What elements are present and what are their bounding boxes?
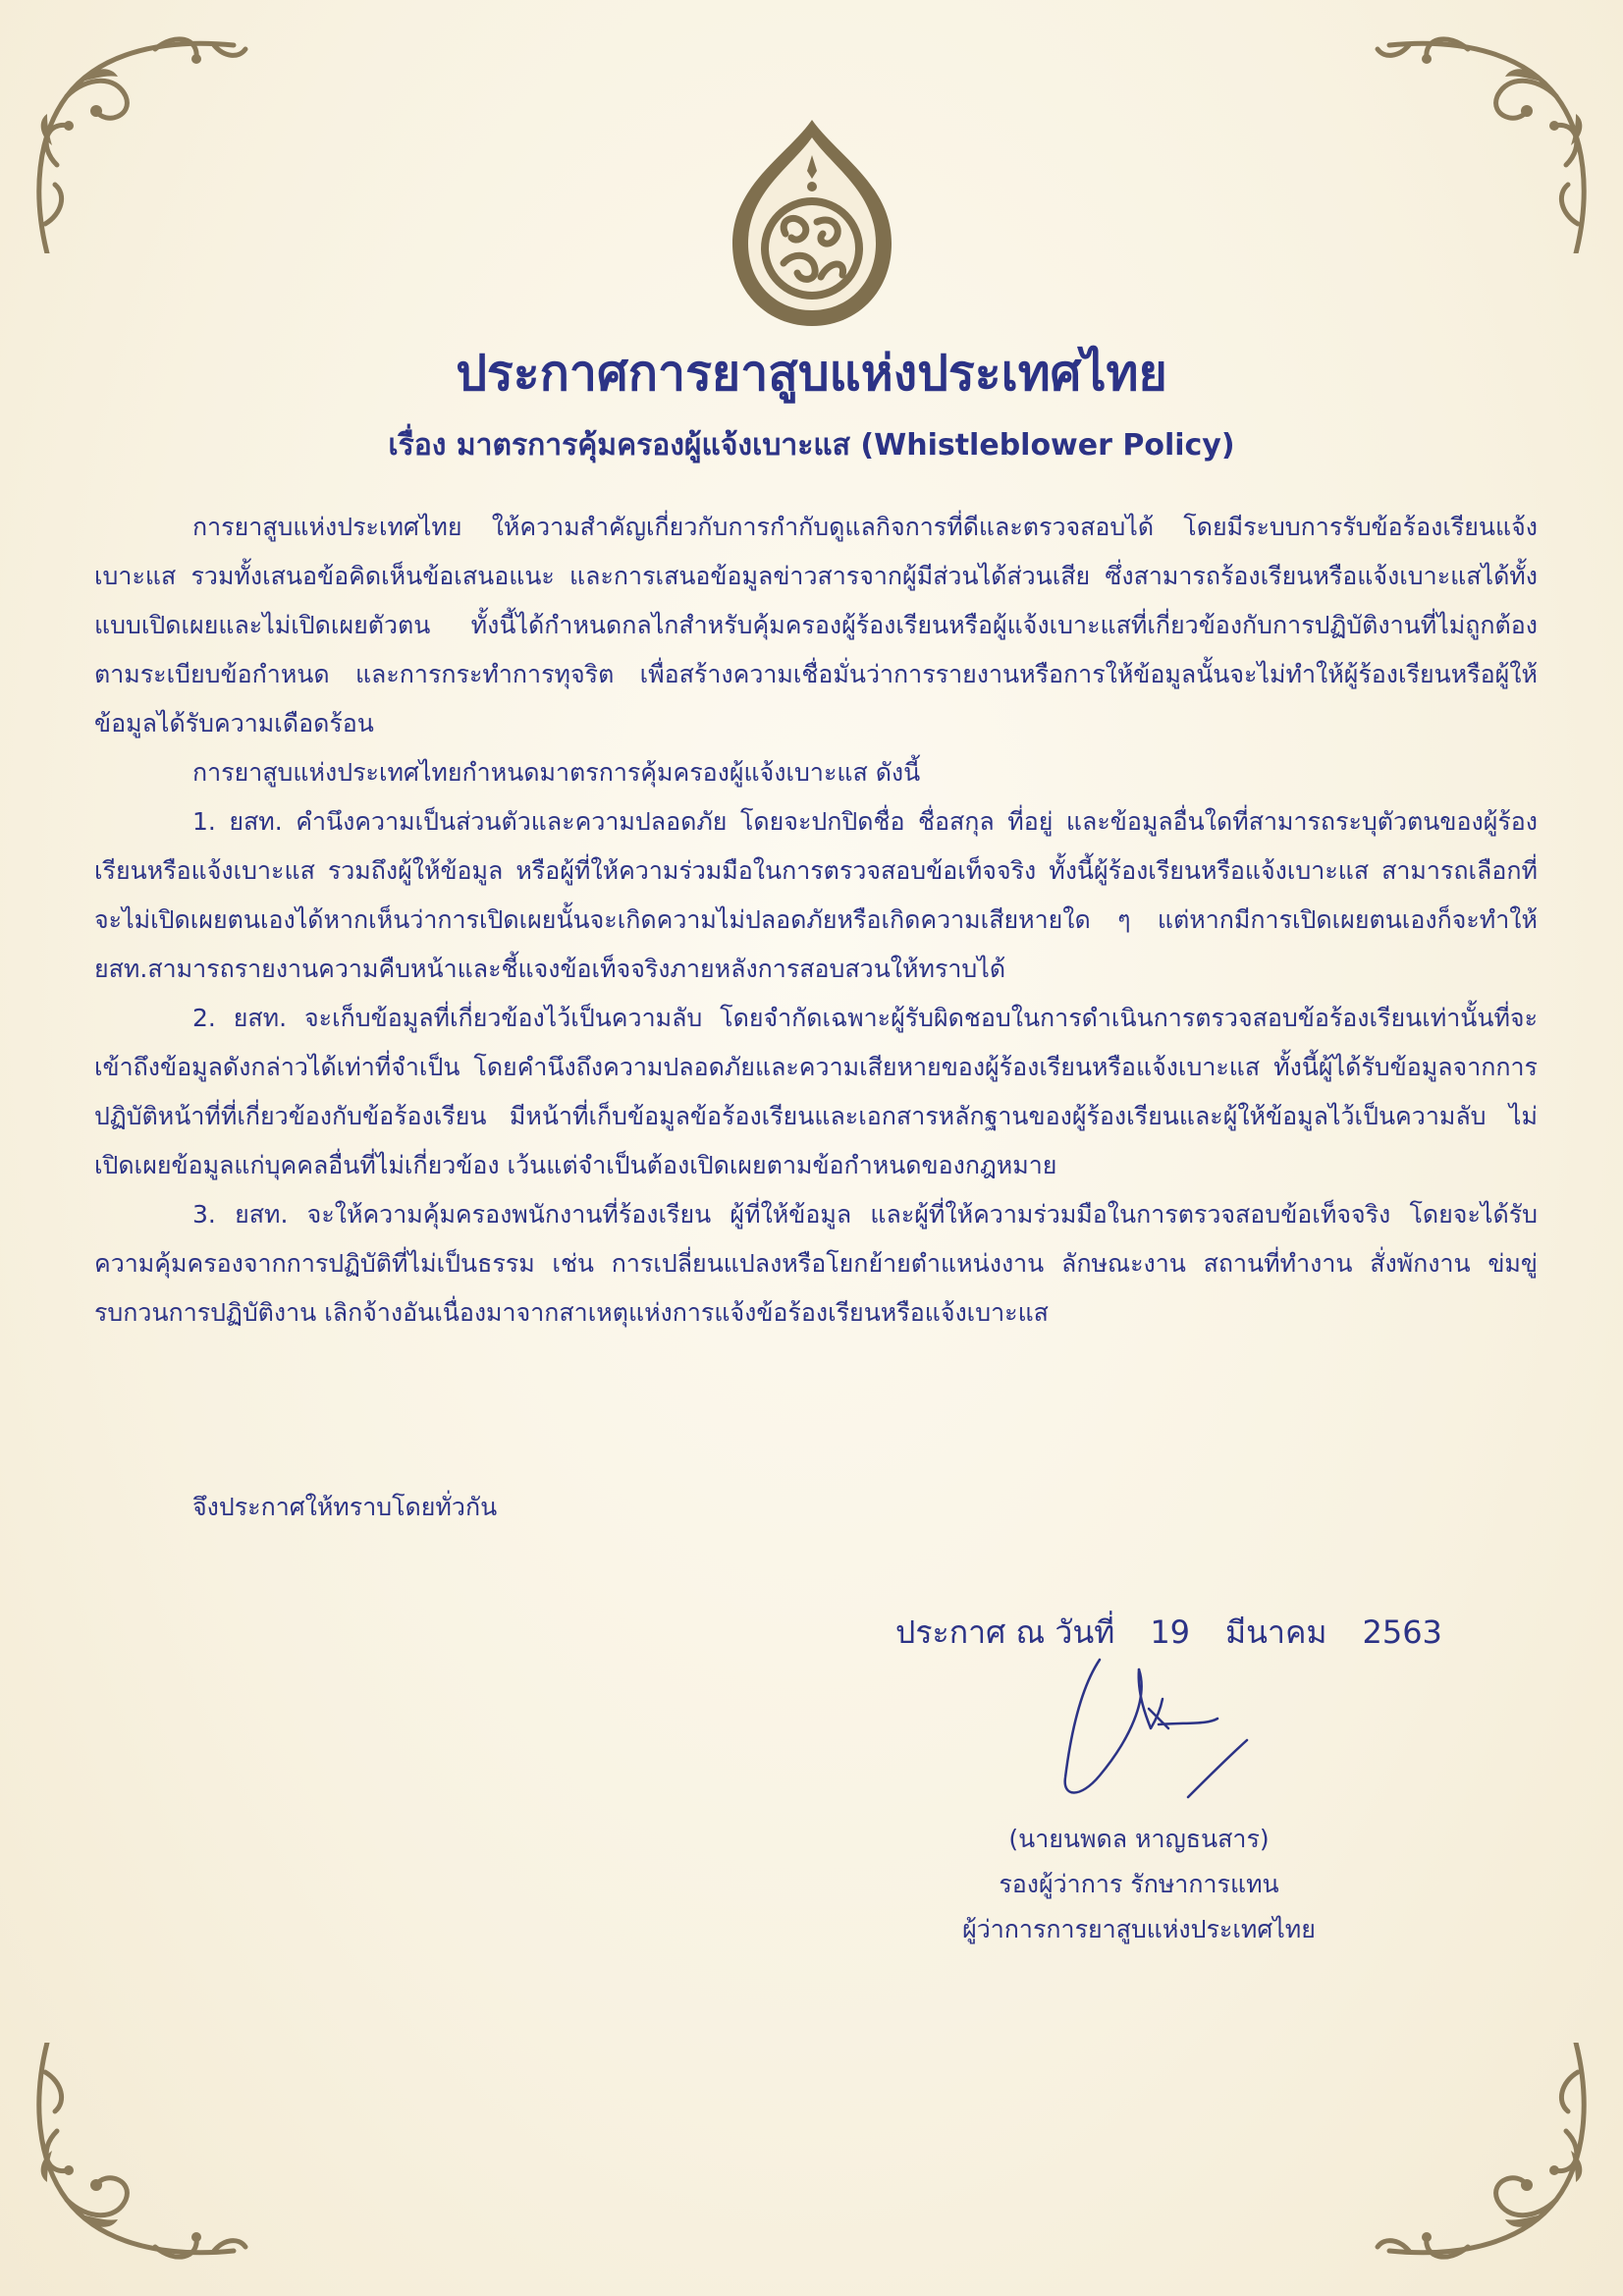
- corner-ornament-bottom-right: [1370, 2043, 1596, 2269]
- measures-heading-paragraph: การยาสูบแห่งประเทศไทยกำหนดมาตรการคุ้มครองผู้แจ้งเบาะแส ดังนี้: [192, 758, 921, 787]
- announcement-date: [895, 1609, 1442, 1656]
- signer-block: [923, 1817, 1355, 1952]
- announcement-body: [94, 503, 1538, 1338]
- signer-organization: ผู้ว่าการการยาสูบแห่งประเทศไทย: [962, 1915, 1316, 1943]
- corner-ornament-top-right: [1370, 27, 1596, 253]
- measure-item-1: 1. ยสท. คำนึงความเป็นส่วนตัวและความปลอดภัย โดยจะปกปิดชื่อ ชื่อสกุล ที่อยู่ และข้อมูลอื่นใดที่สามารถระบุตัวตนของผู้ร้องเรียนหรือแจ้งเบาะแส รวมถึงผู้ให้ข้อมูล หรือผู้ที่ให้ความร่วมมือในการตรวจสอบข้อเท็จจริง ทั้งนี้ผู้ร้องเรียนหรือแจ้งเบาะแส สามารถเลือกที่จะไม่เปิดเผยตนเองได้หากเห็นว่าการเปิดเผยนั้นจะเกิดความไม่ปลอดภัยหรือเกิดความเสียหายใด ๆ แต่หากมีการเปิดเผยตนเองก็จะทำให้ ยสท.สามารถรายงานความคืบหน้าและชี้แจงข้อเท็จจริงภายหลังการสอบสวนให้ทราบได้: [94, 807, 1538, 983]
- measure-item-3: 3. ยสท. จะให้ความคุ้มครองพนักงานที่ร้องเรียน ผู้ที่ให้ข้อมูล และผู้ที่ให้ความร่วมมือในการตรวจสอบข้อเท็จจริง โดยจะได้รับความคุ้มครองจากการปฏิบัติที่ไม่เป็นธรรม เช่น การเปลี่ยนแปลงหรือโยกย้ายตำแหน่งงาน ลักษณะงาน สถานที่ทำงาน สั่งพักงาน ข่มขู่ รบกวนการปฏิบัติงาน เลิกจ้างอันเนื่องมาจากสาเหตุแห่งการแจ้งข้อร้องเรียนหรือแจ้งเบาะแส: [94, 1200, 1539, 1327]
- page-title: ประกาศการยาสูบแห่งประเทศไทย: [456, 345, 1167, 402]
- closing-statement: จึงประกาศให้ทราบโดยทั่วกัน: [192, 1493, 498, 1521]
- signer-name: (นายนพดล หาญธนสาร): [1008, 1825, 1270, 1853]
- measure-item-2: 2. ยสท. จะเก็บข้อมูลที่เกี่ยวข้องไว้เป็นความลับ โดยจำกัดเฉพาะผู้รับผิดชอบในการดำเนินการตรวจสอบข้อร้องเรียนเท่านั้นที่จะเข้าถึงข้อมูลดังกล่าวได้เท่าที่จำเป็น โดยคำนึงถึงความปลอดภัยและความเสียหายของผู้ร้องเรียนหรือแจ้งเบาะแส ทั้งนี้ผู้ได้รับข้อมูลจากการปฏิบัติหน้าที่ที่เกี่ยวข้องกับข้อร้องเรียน มีหน้าที่เก็บข้อมูลข้อร้องเรียนและเอกสารหลักฐานของผู้ร้องเรียนและผู้ให้ข้อมูลไว้เป็นความลับ ไม่เปิดเผยข้อมูลแก่บุคคลอื่นที่ไม่เกี่ยวข้อง เว้นแต่จำเป็นต้องเปิดเผยตามข้อกำหนดของกฎหมาย: [94, 1004, 1538, 1179]
- signer-position: รองผู้ว่าการ รักษาการแทน: [999, 1870, 1279, 1898]
- corner-ornament-bottom-left: [27, 2043, 253, 2269]
- intro-paragraph: การยาสูบแห่งประเทศไทย ให้ความสำคัญเกี่ยวกับการกำกับดูแลกิจการที่ดีและตรวจสอบได้ โดยมีระบบการรับข้อร้องเรียนแจ้งเบาะแส รวมทั้งเสนอข้อคิดเห็นข้อเสนอแนะ และการเสนอข้อมูลข่าวสารจากผู้มีส่วนได้ส่วนเสีย ซึ่งสามารถร้องเรียนหรือแจ้งเบาะแสได้ทั้งแบบเปิดเผยและไม่เปิดเผยตัวตน ทั้งนี้ได้กำหนดกลไกสำหรับคุ้มครองผู้ร้องเรียนหรือผู้แจ้งเบาะแสที่เกี่ยวข้องกับการปฏิบัติงานที่ไม่ถูกต้องตามระเบียบข้อกำหนด และการกระทำการทุจริต เพื่อสร้างความเชื่อมั่นว่าการรายงานหรือการให้ข้อมูลนั้นจะไม่ทำให้ผู้ร้องเรียนหรือผู้ให้ข้อมูลได้รับความเดือดร้อน: [94, 513, 1538, 738]
- date-year: 2563: [1362, 1613, 1442, 1651]
- handwritten-signature: [1041, 1650, 1276, 1827]
- corner-ornament-top-left: [27, 27, 253, 253]
- date-month: มีนาคม: [1225, 1613, 1327, 1651]
- date-prefix: ประกาศ ณ วันที่: [895, 1613, 1115, 1651]
- organization-emblem-icon: [719, 116, 905, 334]
- date-day: 19: [1150, 1613, 1191, 1651]
- page-subtitle: เรื่อง มาตรการคุ้มครองผู้แจ้งเบาะแส (Whistleblower Policy): [388, 428, 1235, 463]
